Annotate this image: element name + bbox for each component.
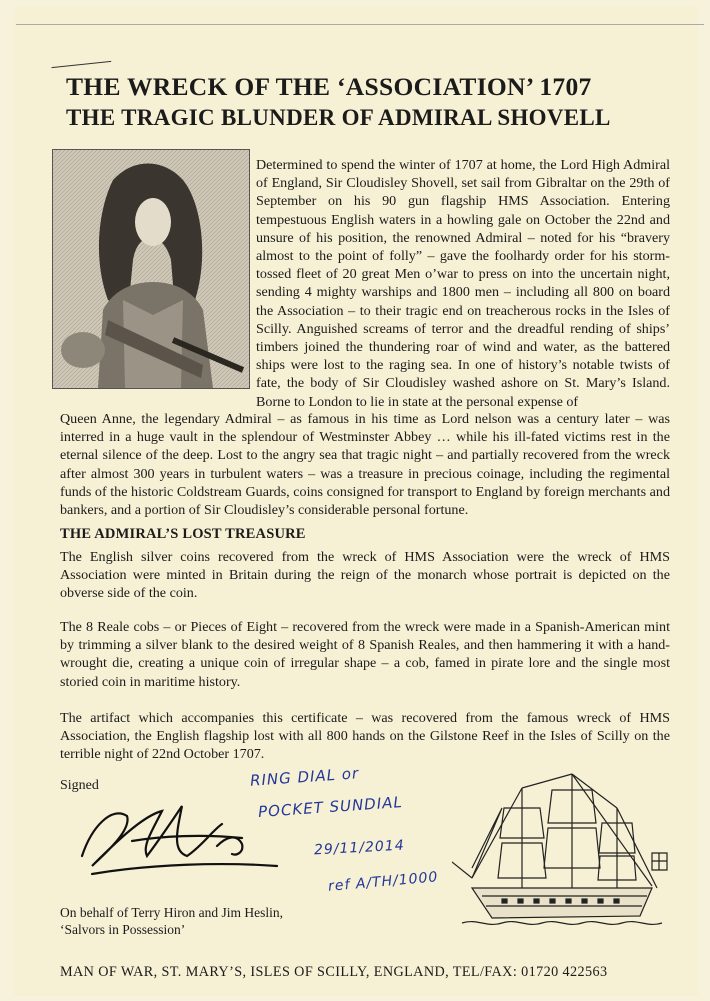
behalf-line-1: On behalf of Terry Hiron and Jim Heslin, — [60, 905, 284, 920]
signed-label: Signed — [60, 778, 99, 793]
footer-contact: MAN OF WAR, ST. MARY’S, ISLES OF SCILLY, ENGLAND, TEL/FAX: 01720 422563 — [60, 964, 608, 980]
coins-paragraph: The English silver coins recovered from the wreck of HMS Association were the wreck of HMS Association were minted in Britain during the reign of the monarch whose portrait is depicted on the obverse side of the coin. — [60, 549, 670, 602]
handwritten-date: 29/11/2014 — [313, 837, 406, 859]
intro-paragraph: Determined to spend the winter of 1707 at home, the Lord High Admiral of England, Sir Cloudisley Shovell, set sail from Gibraltar on the 29th of September on his 90 gun flagship HMS Association. Entering tempestuous English waters in a howling gale on October the 22nd and unsure of his position, the renowned Admiral – noted for his “bravery almost to the point of folly” – gave the foolhardy order for his storm-tossed fleet of 20 great Men o’war to press on into the uncertain night, sending 4 mighty warships and 1800 men – including all 800 on board the Association – to their tragic end on treacherous rocks in the Isles of Scilly. Anguished screams of terror and the dreadful rending of ships’ timbers joined the thundering roar of wind and water, as the battered ships were lost to the raging sea. In one of history’s notable twists of fate, the body of Sir Cloudisley washed ashore on St. Mary’s Island. Borne to London to lie in state at the personal expense of — [256, 157, 670, 410]
section-heading: THE ADMIRAL’S LOST TREASURE — [60, 526, 306, 542]
intro-paragraph-continued: Queen Anne, the legendary Admiral – as famous in his time as Lord nelson was a century later – was interred in a huge vault in the splendour of Westminster Abbey … while his ill-fated victims rest in the eternal silence of the deep. Lost to the angry sea that tragic night – and partially recovered from the wreck after almost 300 years in turbulent waters – was a treasure in precious coinage, including the regimental funds of the historic Coldstream Guards, coins consigned for transport to England by foreign merchants and bankers, and a portion of Sir Cloudisley’s considerable personal fortune. — [60, 411, 670, 519]
certificate-page — [14, 6, 698, 996]
admiral-portrait-image — [52, 149, 250, 389]
artifact-paragraph: The artifact which accompanies this certificate – was recovered from the famous wreck of HMS Association, the English flagship lost with all 800 hands on the Gilstone Reef in the Isles of Scilly on the terrible night of 22nd October 1707. — [60, 710, 670, 763]
document-subtitle: THE TRAGIC BLUNDER OF ADMIRAL SHOVELL — [66, 105, 611, 130]
handwritten-note-line-1: RING DIAL or — [249, 764, 360, 790]
behalf-text — [60, 904, 283, 938]
handwritten-reference: ref A/TH/1000 — [327, 869, 439, 895]
document-title: THE WRECK OF THE ‘ASSOCIATION’ 1707 — [66, 72, 592, 101]
handwritten-signature — [72, 786, 282, 881]
top-divider — [16, 24, 704, 25]
behalf-line-2: ‘Salvors in Possession’ — [60, 922, 186, 937]
handwritten-note-line-2: POCKET SUNDIAL — [257, 792, 404, 822]
reales-paragraph: The 8 Reale cobs – or Pieces of Eight – recovered from the wreck were made in a Spanish-American mint by trimming a silver blank to the desired weight of 8 Spanish Reales, and then hammering it with a hand-wrought die, creating a unique coin of irregular shape – a cob, famed in pirate lore and the single most storied coin in maritime history. — [60, 619, 670, 690]
sailing-ship-illustration — [452, 768, 672, 936]
